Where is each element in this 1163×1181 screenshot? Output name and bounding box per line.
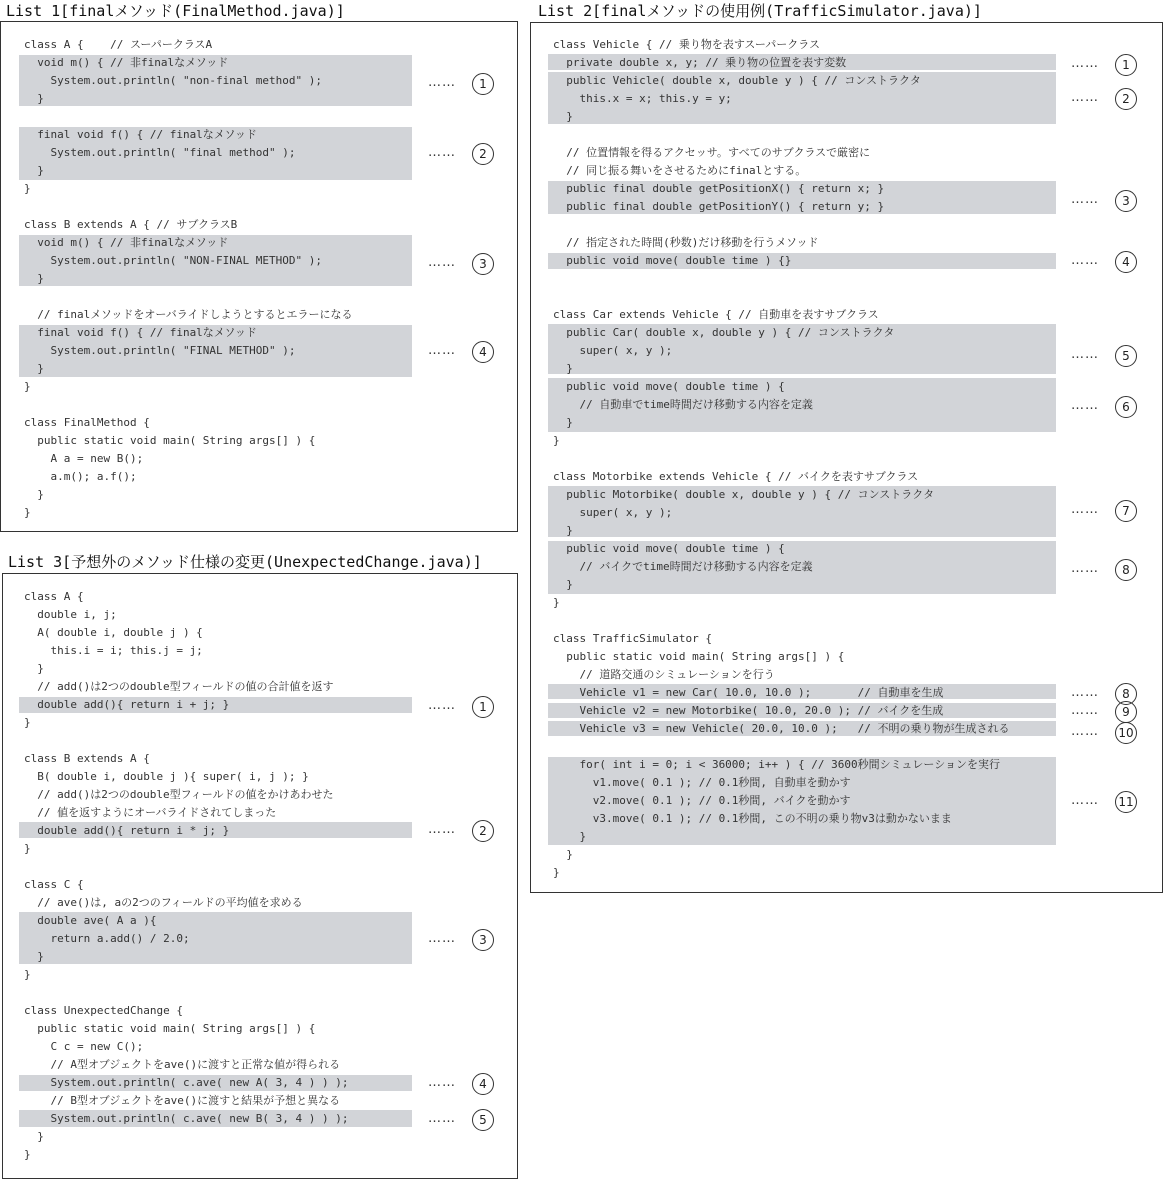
list3-title: List 3[予想外のメソッド仕様の変更(UnexpectedChange.java)] [8,553,482,571]
code-line: // バイクでtime時間だけ移動する内容を定義 [553,560,813,573]
code-line: public void move( double time ) {} [553,254,792,267]
circled-number: 3 [472,253,494,275]
code-line: class A { [24,590,84,603]
code-line: // add()は2つのdouble型フィールドの値をかけあわせた [24,788,334,801]
callout-marker [1071,345,1163,367]
code-line: double add(){ return i * j; } [24,824,230,837]
code-line: } [24,842,31,855]
code-line: System.out.println( "NON-FINAL METHOD" ); [24,254,323,267]
code-line: // B型オブジェクトをave()に渡すと結果が予想と異なる [24,1094,341,1107]
code-line: } [553,434,560,447]
code-line: class TrafficSimulator { [553,632,712,645]
circled-number: 1 [472,73,494,95]
code-line: } [553,596,560,609]
callout-marker [1071,88,1163,110]
code-line: } [24,950,44,963]
code-line: double i, j; [24,608,117,621]
leader-dots: …… [1071,724,1099,739]
code-line: class A { // スーパークラスA [24,38,213,51]
code-line: return a.add() / 2.0; [24,932,190,945]
code-line: } [24,716,31,729]
code-line: // finalメソッドをオーバライドしようとするとエラーになる [24,308,353,321]
code-line: System.out.println( c.ave( new A( 3, 4 ) ) ); [24,1076,349,1089]
code-line: public static void main( String args[] ) { [553,650,845,663]
list1-title: List 1[finalメソッド(FinalMethod.java)] [6,2,345,20]
code-line: } [553,866,560,879]
leader-dots: …… [428,1111,456,1126]
leader-dots: …… [1071,398,1099,413]
code-line: // 道路交通のシミュレーションを行う [553,668,775,681]
callout-marker [1071,251,1163,273]
code-line: super( x, y ); [553,344,673,357]
code-line: public Car( double x, double y ) { // コンストラクタ [553,326,895,339]
code-line: public static void main( String args[] ) { [24,1022,316,1035]
leader-dots: …… [428,698,456,713]
code-line: Vehicle v3 = new Vehicle( 20.0, 10.0 ); // 不明の乗り物が生成される [553,722,1010,735]
code-line: B( double i, double j ){ super( i, j ); } [24,770,309,783]
circled-number: 10 [1115,722,1137,744]
code-line: } [24,1130,44,1143]
code-line: final void f() { // finalなメソッド [24,326,257,339]
leader-dots: …… [428,931,456,946]
circled-number: 8 [1115,683,1137,705]
code-line: } [553,362,573,375]
callout-marker [428,820,524,842]
callout-marker [1071,396,1163,418]
callout-marker [428,1109,524,1131]
code-line: public void move( double time ) { [553,542,785,555]
callout-marker [1071,559,1163,581]
code-line: double add(){ return i + j; } [24,698,230,711]
callout-marker [428,253,524,275]
leader-dots: …… [1071,56,1099,71]
code-line: // 位置情報を得るアクセッサ。すべてのサブクラスで厳密に [553,146,871,159]
callout-marker [428,73,524,95]
code-line: // A型オブジェクトをave()に渡すと正常な値が得られる [24,1058,341,1071]
code-line: v1.move( 0.1 ); // 0.1秒間, 自動車を動かす [553,776,851,789]
code-line: A( double i, double j ) { [24,626,203,639]
circled-number: 4 [1115,251,1137,273]
circled-number: 4 [472,341,494,363]
code-line: class Vehicle { // 乗り物を表すスーパークラス [553,38,820,51]
code-line: this.i = i; this.j = j; [24,644,203,657]
leader-dots: …… [428,822,456,837]
code-line: public Motorbike( double x, double y ) { // コンストラクタ [553,488,935,501]
code-line: // 同じ振る舞いをさせるためにfinalとする。 [553,164,807,177]
code-line: System.out.println( c.ave( new B( 3, 4 ) ) ); [24,1112,349,1125]
code-line: System.out.println( "final method" ); [24,146,296,159]
code-line: class Car extends Vehicle { // 自動車を表すサブクラス [553,308,879,321]
leader-dots: …… [1071,502,1099,517]
callout-marker [428,341,524,363]
circled-number: 1 [472,696,494,718]
circled-number: 8 [1115,559,1137,581]
leader-dots: …… [1071,685,1099,700]
code-line: System.out.println( "non-final method" ); [24,74,323,87]
code-line: C c = new C(); [24,1040,144,1053]
code-line: } [24,164,44,177]
code-line: } [553,848,573,861]
callout-marker [1071,190,1163,212]
code-line: } [24,380,31,393]
code-line: void m() { // 非finalなメソッド [24,56,229,69]
callout-marker [1071,722,1163,744]
code-line: void m() { // 非finalなメソッド [24,236,229,249]
circled-number: 3 [1115,190,1137,212]
code-line: class B extends A { [24,752,150,765]
code-line: } [24,488,44,501]
leader-dots: …… [1071,703,1099,718]
callout-marker [1071,701,1163,723]
code-line: Vehicle v1 = new Car( 10.0, 10.0 ); // 自動車を生成 [553,686,944,699]
circled-number: 2 [472,820,494,842]
circled-number: 1 [1115,54,1137,76]
code-line: private double x, y; // 乗り物の位置を表す変数 [553,56,847,69]
code-line: } [24,506,31,519]
code-line: } [553,578,573,591]
code-line: public Vehicle( double x, double y ) { // コンストラクタ [553,74,921,87]
code-line: this.x = x; this.y = y; [553,92,732,105]
callout-marker [428,143,524,165]
code-line: System.out.println( "FINAL METHOD" ); [24,344,296,357]
code-line: public final double getPositionX() { return x; } [553,182,885,195]
callout-marker [428,696,524,718]
circled-number: 2 [1115,88,1137,110]
code-line: // 指定された時間(秒数)だけ移動を行うメソッド [553,236,819,249]
code-line: final void f() { // finalなメソッド [24,128,257,141]
circled-number: 5 [1115,345,1137,367]
code-line: class UnexpectedChange { [24,1004,183,1017]
leader-dots: …… [1071,90,1099,105]
callout-marker [1071,54,1163,76]
code-line: } [553,416,573,429]
code-line: } [553,110,573,123]
code-line: // 値を返すようにオーバライドされてしまった [24,806,277,819]
callout-marker [1071,791,1163,813]
code-line: A a = new B(); [24,452,144,465]
callout-marker [428,929,524,951]
leader-dots: …… [1071,253,1099,268]
code-line: // add()は2つのdouble型フィールドの値の合計値を返す [24,680,334,693]
callout-marker [1071,500,1163,522]
leader-dots: …… [428,75,456,90]
code-line: } [24,1148,31,1161]
code-line: } [24,362,44,375]
circled-number: 6 [1115,396,1137,418]
code-line: } [24,272,44,285]
callout-marker [428,1073,524,1095]
list2-title: List 2[finalメソッドの使用例(TrafficSimulator.java)] [538,2,982,20]
code-line: super( x, y ); [553,506,673,519]
code-line: } [24,92,44,105]
leader-dots: …… [1071,793,1099,808]
circled-number: 2 [472,143,494,165]
code-line: public final double getPositionY() { return y; } [553,200,885,213]
code-line: } [553,830,587,843]
code-line: } [24,662,44,675]
circled-number: 9 [1115,701,1137,723]
code-line: v3.move( 0.1 ); // 0.1秒間, この不明の乗り物v3は動かないまま [553,812,952,825]
leader-dots: …… [1071,347,1099,362]
circled-number: 7 [1115,500,1137,522]
code-line: } [24,182,31,195]
leader-dots: …… [428,343,456,358]
code-line: double ave( A a ){ [24,914,157,927]
code-line: // ave()は, aの2つのフィールドの平均値を求める [24,896,303,909]
code-line: } [24,968,31,981]
leader-dots: …… [1071,192,1099,207]
code-line: class FinalMethod { [24,416,150,429]
circled-number: 3 [472,929,494,951]
code-line: class Motorbike extends Vehicle { // バイクを表すサブクラス [553,470,919,483]
leader-dots: …… [428,1075,456,1090]
leader-dots: …… [428,255,456,270]
code-line: Vehicle v2 = new Motorbike( 10.0, 20.0 ); // バイクを生成 [553,704,944,717]
leader-dots: …… [1071,561,1099,576]
leader-dots: …… [428,145,456,160]
circled-number: 5 [472,1109,494,1131]
code-line: a.m(); a.f(); [24,470,137,483]
circled-number: 11 [1115,791,1137,813]
code-line: public void move( double time ) { [553,380,785,393]
circled-number: 4 [472,1073,494,1095]
code-line: class B extends A { // サブクラスB [24,218,238,231]
code-line: for( int i = 0; i < 36000; i++ ) { // 3600秒間シミュレーションを実行 [553,758,1000,771]
code-line: public static void main( String args[] ) { [24,434,316,447]
code-line: // 自動車でtime時間だけ移動する内容を定義 [553,398,813,411]
code-line: } [553,524,573,537]
code-line: v2.move( 0.1 ); // 0.1秒間, バイクを動かす [553,794,851,807]
code-line: class C { [24,878,84,891]
